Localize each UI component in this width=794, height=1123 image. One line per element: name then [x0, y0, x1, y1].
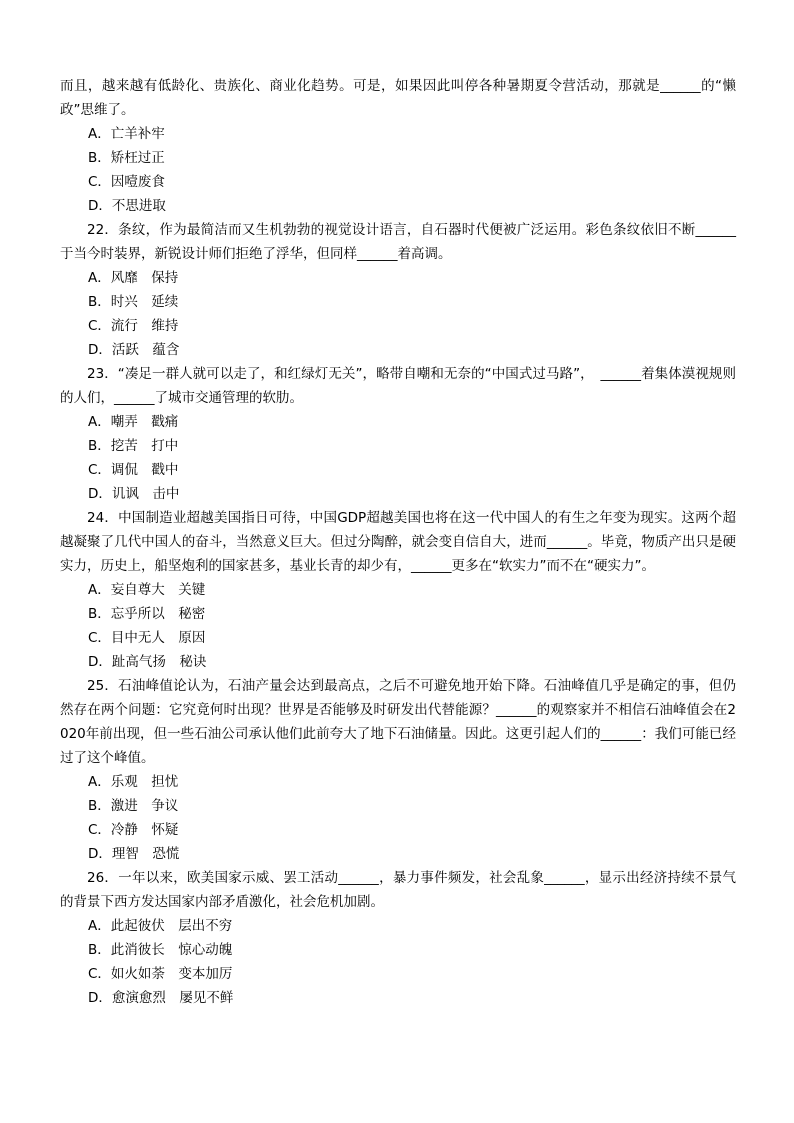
- question-stem: 25．石油峰值论认为，石油产量会达到最高点，之后不可避免地开始下降。石油峰值几乎是确定的事，但仍然存在两个问题：它究竟何时出现？世界是否能够及时研发出代替能源？______的观察家并不相信石油峰值会在2020年前出现，但一些石油公司承认他们此前夸大了地下石油储量。因此。这更引起人们的______：我们可能已经过了这个峰值。: [60, 678, 736, 766]
- question-block-24: [60, 506, 736, 674]
- option-c: C．因噎废食: [88, 174, 165, 190]
- option-d: D．不思进取: [88, 198, 166, 214]
- question-stem: 23．“凑足一群人就可以走了，和红绿灯无关”，略带自嘲和无奈的“中国式过马路”， ______着集体漠视规则的人们，______了城市交通管理的软肋。: [60, 366, 736, 406]
- option-a: A．亡羊补牢: [88, 126, 165, 142]
- option-c: C．流行 维持: [88, 318, 179, 334]
- question-stem: 而且，越来越有低龄化、贵族化、商业化趋势。可是，如果因此叫停各种暑期夏令营活动，那就是______的“懒政”思维了。: [60, 78, 736, 118]
- option-d: D．活跃 蕴含: [88, 342, 180, 358]
- option-c: C．冷静 怀疑: [88, 822, 179, 838]
- option-b: B．激进 争议: [88, 798, 179, 814]
- option-b: B．挖苦 打中: [88, 438, 179, 454]
- question-block-22: [60, 218, 736, 362]
- option-b: B．此消彼长 惊心动魄: [88, 942, 233, 958]
- option-d: D．趾高气扬 秘诀: [88, 654, 207, 670]
- question-stem: 26．一年以来，欧美国家示威、罢工活动______，暴力事件频发，社会乱象______，显示出经济持续不景气的背景下西方发达国家内部矛盾激化，社会危机加剧。: [60, 870, 736, 910]
- option-a: A．妄自尊大 关键: [88, 582, 206, 598]
- option-a: A．此起彼伏 层出不穷: [88, 918, 233, 934]
- option-b: B．时兴 延续: [88, 294, 179, 310]
- question-block-23: [60, 362, 736, 506]
- option-b: B．忘乎所以 秘密: [88, 606, 206, 622]
- question-stem: 24．中国制造业超越美国指日可待，中国GDP超越美国也将在这一代中国人的有生之年变为现实。这两个超越凝聚了几代中国人的奋斗，当然意义巨大。但过分陶醉，就会变自信自大，进而______。毕竟，物质产出只是硬实力，历史上，船坚炮利的国家甚多，基业长青的却少有，______更多在“软实力”而不在“硬实力”。: [60, 510, 736, 574]
- option-d: D．理智 恐慌: [88, 846, 180, 862]
- option-d: D．讥讽 击中: [88, 486, 180, 502]
- option-b: B．矫枉过正: [88, 150, 165, 166]
- option-a: A．乐观 担忧: [88, 774, 179, 790]
- option-c: C．目中无人 原因: [88, 630, 206, 646]
- option-a: A．嘲弄 戳痛: [88, 414, 179, 430]
- option-c: C．调侃 戳中: [88, 462, 179, 478]
- question-stem: 22．条纹，作为最简洁而又生机勃勃的视觉设计语言，自石器时代便被广泛运用。彩色条纹依旧不断______于当今时装界，新锐设计师们拒绝了浮华，但同样______着高调。: [60, 222, 736, 262]
- question-block-21: [60, 74, 736, 218]
- option-a: A．风靡 保持: [88, 270, 179, 286]
- option-c: C．如火如荼 变本加厉: [88, 966, 233, 982]
- option-d: D．愈演愈烈 屡见不鲜: [88, 990, 234, 1006]
- question-block-26: [60, 866, 736, 1010]
- question-block-25: [60, 674, 736, 866]
